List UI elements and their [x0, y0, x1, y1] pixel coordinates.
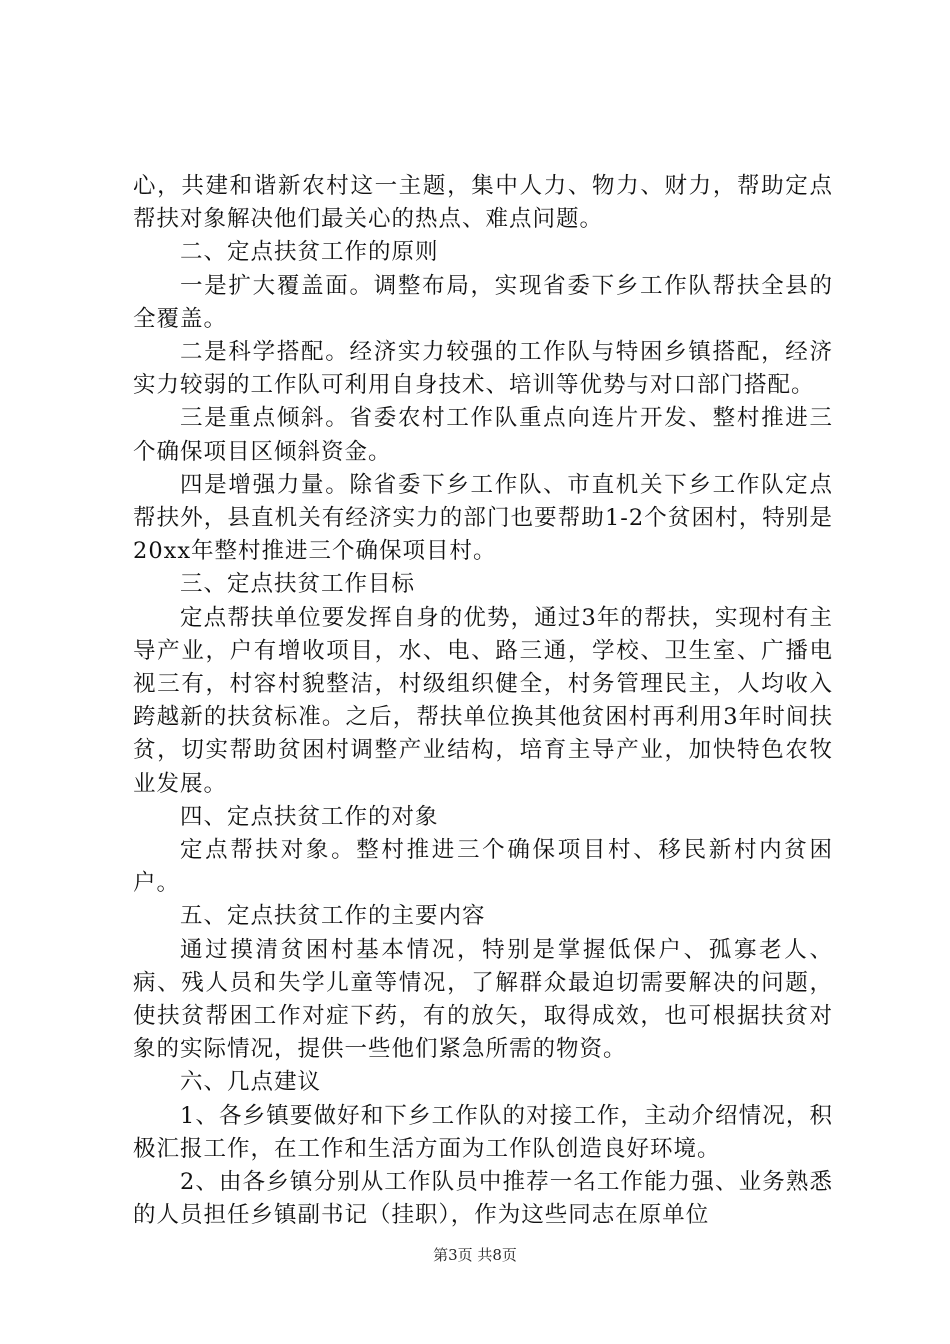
- section-heading-content: 五、定点扶贫工作的主要内容: [180, 903, 486, 930]
- paragraph-suggestion-1: 1、各乡镇要做好和下乡工作队的对接工作，主动介绍情况，积极汇报工作，在工作和生活方面为工作队创造良好环境。: [133, 1102, 833, 1162]
- paragraph-targets: 定点帮扶对象。整村推进三个确保项目村、移民新村内贫困户。: [133, 837, 833, 897]
- paragraph-content: 通过摸清贫困村基本情况，特别是掌握低保户、孤寡老人、病、残人员和失学儿童等情况，了解群众最迫切需要解决的问题，使扶贫帮困工作对症下药，有的放矢，取得成效，也可根据扶贫对象的实际情况，提供一些他们紧急所需的物资。: [133, 936, 833, 1063]
- paragraph-principle-3: 三是重点倾斜。省委农村工作队重点向连片开发、整村推进三个确保项目区倾斜资金。: [133, 405, 833, 465]
- paragraph-principle-2: 二是科学搭配。经济实力较强的工作队与特困乡镇搭配，经济实力较弱的工作队可利用自身技术、培训等优势与对口部门搭配。: [133, 339, 833, 399]
- document-body: [133, 170, 833, 1233]
- section-heading-targets: 四、定点扶贫工作的对象: [180, 803, 439, 830]
- page-number-footer: 第3页 共8页: [433, 1246, 517, 1264]
- section-heading-suggestions: 六、几点建议: [180, 1069, 322, 1096]
- paragraph-suggestion-2: 2、由各乡镇分别从工作队员中推荐一名工作能力强、业务熟悉的人员担任乡镇副书记（挂职），作为这些同志在原单位: [133, 1169, 833, 1229]
- paragraph-1: 心，共建和谐新农村这一主题，集中人力、物力、财力，帮助定点帮扶对象解决他们最关心的热点、难点问题。: [133, 173, 833, 233]
- paragraph-goals: 定点帮扶单位要发挥自身的优势，通过3年的帮扶，实现村有主导产业，户有增收项目，水、电、路三通，学校、卫生室、广播电视三有，村容村貌整洁，村级组织健全，村务管理民主，人均收入跨越新的扶贫标准。之后，帮扶单位换其他贫困村再利用3年时间扶贫，切实帮助贫困村调整产业结构，培育主导产业，加快特色农牧业发展。: [133, 604, 833, 797]
- paragraph-principle-4: 四是增强力量。除省委下乡工作队、市直机关下乡工作队定点帮扶外，县直机关有经济实力的部门也要帮助1-2个贫困村，特别是20xx年整村推进三个确保项目村。: [133, 471, 833, 565]
- paragraph-principle-1: 一是扩大覆盖面。调整布局，实现省委下乡工作队帮扶全县的全覆盖。: [133, 272, 833, 332]
- section-heading-goals: 三、定点扶贫工作目标: [180, 571, 416, 598]
- section-heading-principles: 二、定点扶贫工作的原则: [180, 239, 439, 266]
